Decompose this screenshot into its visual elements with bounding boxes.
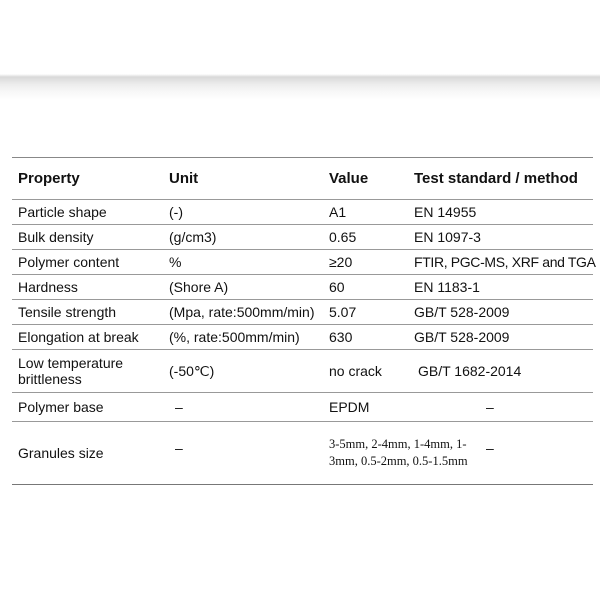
cell-unit: –: [163, 422, 323, 485]
header-value: Value: [323, 158, 408, 200]
table-row: [12, 350, 593, 393]
top-shadow-band: [0, 0, 600, 100]
cell-value: 60: [323, 275, 408, 300]
table-row: [12, 300, 593, 325]
cell-value: 5.07: [323, 300, 408, 325]
cell-unit: (g/cm3): [163, 225, 323, 250]
table-row: [12, 275, 593, 300]
cell-property: Polymer base: [12, 393, 163, 422]
cell-value: 630: [323, 325, 408, 350]
cell-value: EPDM: [323, 393, 408, 422]
table-header-row: [12, 158, 593, 200]
cell-property: Tensile strength: [12, 300, 163, 325]
cell-standard: –: [408, 393, 593, 422]
table-row: [12, 325, 593, 350]
cell-unit: (-): [163, 200, 323, 225]
cell-standard: GB/T 1682-2014: [408, 350, 593, 393]
cell-standard: EN 1183-1: [408, 275, 593, 300]
table-row: [12, 225, 593, 250]
cell-value: [323, 422, 468, 485]
cell-value: 0.65: [323, 225, 408, 250]
header-test-standard: Test standard / method: [408, 158, 593, 200]
cell-property: Elongation at break: [12, 325, 163, 350]
cell-unit: %: [163, 250, 323, 275]
cell-standard: FTIR, PGC-MS, XRF and TGA: [408, 250, 593, 275]
cell-standard: GB/T 528-2009: [408, 300, 593, 325]
cell-unit: (Shore A): [163, 275, 323, 300]
cell-value: no crack: [323, 350, 408, 393]
cell-value: ≥20: [323, 250, 408, 275]
cell-standard: EN 1097-3: [408, 225, 593, 250]
cell-unit: (Mpa, rate:500mm/min): [163, 300, 323, 325]
cell-standard: EN 14955: [408, 200, 593, 225]
header-property: Property: [12, 158, 163, 200]
table-row: [12, 393, 593, 422]
table-row: [12, 422, 593, 485]
cell-unit: (%, rate:500mm/min): [163, 325, 323, 350]
table-row: [12, 250, 593, 275]
header-unit: Unit: [163, 158, 323, 200]
granules-size-list: 3-5mm, 2-4mm, 1-4mm, 1-3mm, 0.5-2mm, 0.5-1.5mm: [329, 437, 468, 468]
cell-property: Low temperature brittleness: [12, 350, 163, 393]
cell-property: Bulk density: [12, 225, 163, 250]
table-row: [12, 200, 593, 225]
cell-property: Hardness: [12, 275, 163, 300]
cell-property: Particle shape: [12, 200, 163, 225]
cell-property: Granules size: [12, 422, 163, 485]
cell-standard: –: [408, 422, 593, 485]
properties-table: [12, 157, 596, 485]
cell-value: A1: [323, 200, 408, 225]
cell-unit: –: [163, 393, 323, 422]
cell-property: Polymer content: [12, 250, 163, 275]
cell-unit: (-50℃): [163, 350, 323, 393]
cell-standard: GB/T 528-2009: [408, 325, 593, 350]
